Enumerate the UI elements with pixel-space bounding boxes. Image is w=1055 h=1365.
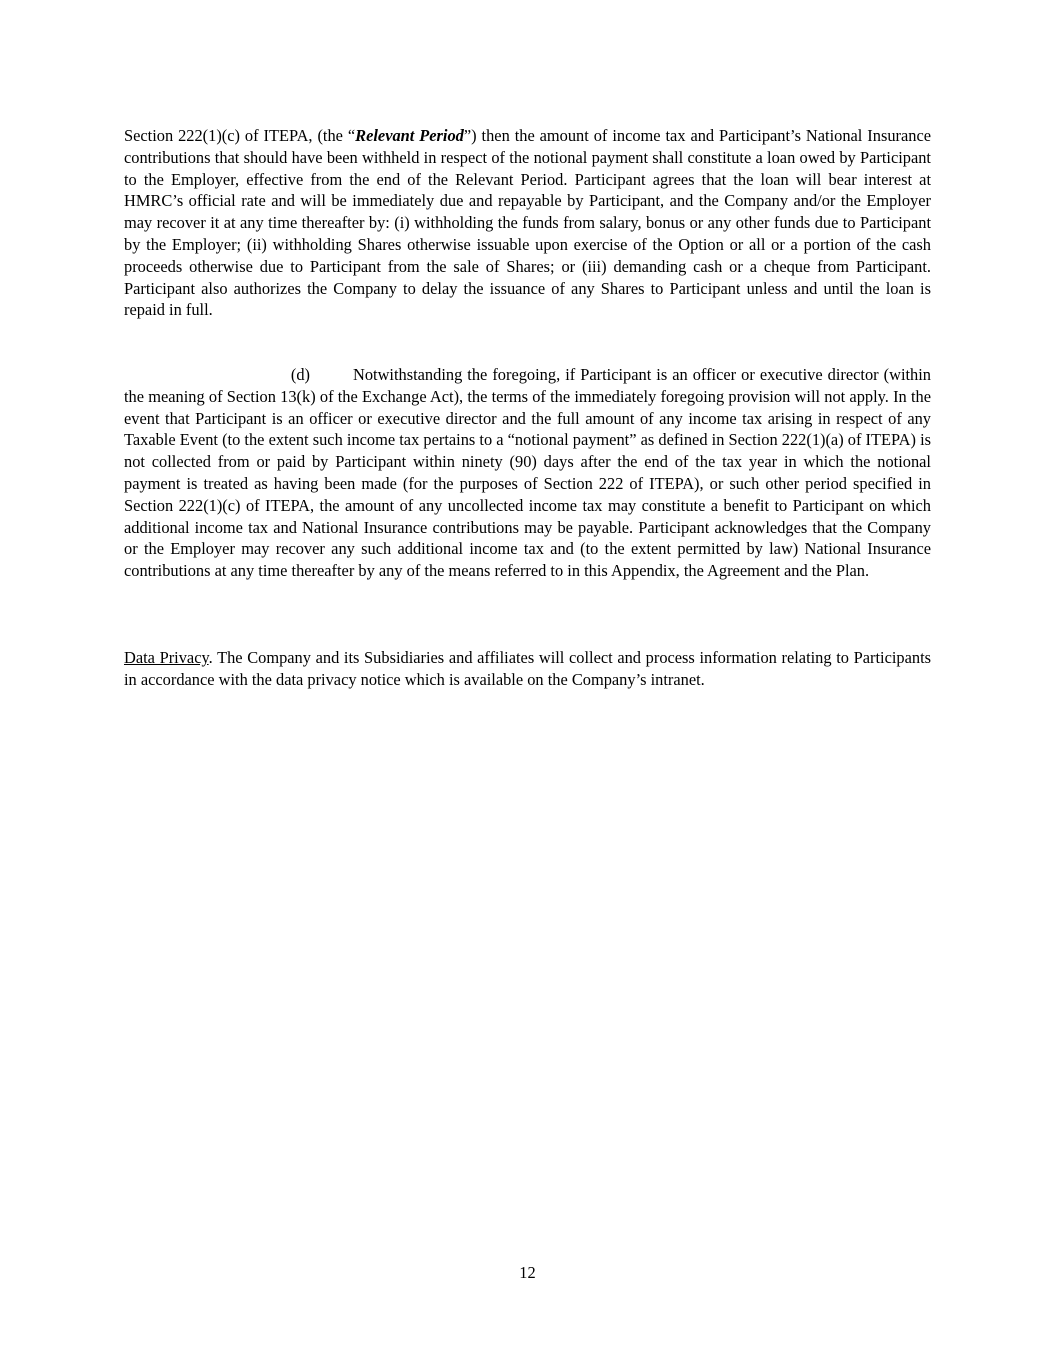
paragraph-data-privacy	[124, 647, 931, 691]
defined-term: Relevant Period	[355, 126, 464, 145]
paragraph-text: ”) then the amount of income tax and Participant’s National Insurance contributions that should have been withheld in respect of the notional payment shall constitute a loan owed by Participant to the Employer, effective from the end of the Relevant Period. Participant agrees that the loan will bear interest at HMRC’s official rate and will be immediately due and repayable by Participant, and the Company and/or the Employer may recover it at any time thereafter by: (i) withholding the funds from salary, bonus or any other funds due to Participant by the Employer; (ii) withholding Shares otherwise issuable upon exercise of the Option or all or a portion of the cash proceeds otherwise due to Participant from the sale of Shares; or (iii) demanding cash or a cheque from Participant. Participant also authorizes the Company to delay the issuance of any Shares to Participant unless and until the loan is repaid in full.	[124, 126, 931, 320]
paragraph-text: The Company and its Subsidiaries and affiliates will collect and process information relating to Participants in accordance with the data privacy notice which is available on the Company’s intranet.	[124, 648, 932, 689]
paragraph-relevant-period	[124, 125, 931, 321]
subsection-marker: (d)	[290, 365, 310, 384]
section-heading: Data Privacy	[124, 648, 209, 667]
paragraph-text: Notwithstanding the foregoing, if Participant is an officer or executive director (within the meaning of Section 13(k) of the Exchange Act), the terms of the immediately foregoing provision will not apply. In the event that Participant is an officer or executive director and the full amount of any income tax arising in respect of any Taxable Event (to the extent such income tax pertains to a “notional payment” as defined in Section 222(1)(a) of ITEPA) is not collected from or paid by Participant within ninety (90) days after the end of the tax year in which the notional payment is treated as having been made (for the purposes of Section 222 of ITEPA), or such other period specified in Section 222(1)(c) of ITEPA, the amount of any uncollected income tax may constitute a benefit to Participant on which additional income tax and National Insurance contributions may be payable. Participant acknowledges that the Company or the Employer may recover any such additional income tax and (to the extent permitted by law) National Insurance contributions at any time thereafter by any of the means referred to in this Appendix, the Agreement and the Plan.	[124, 365, 931, 581]
page-number: 12	[519, 1263, 536, 1282]
paragraph-text-lead: Section 222(1)(c) of ITEPA, (the “	[124, 126, 356, 145]
paragraph-d	[124, 364, 931, 582]
heading-punctuation: .	[208, 648, 213, 667]
